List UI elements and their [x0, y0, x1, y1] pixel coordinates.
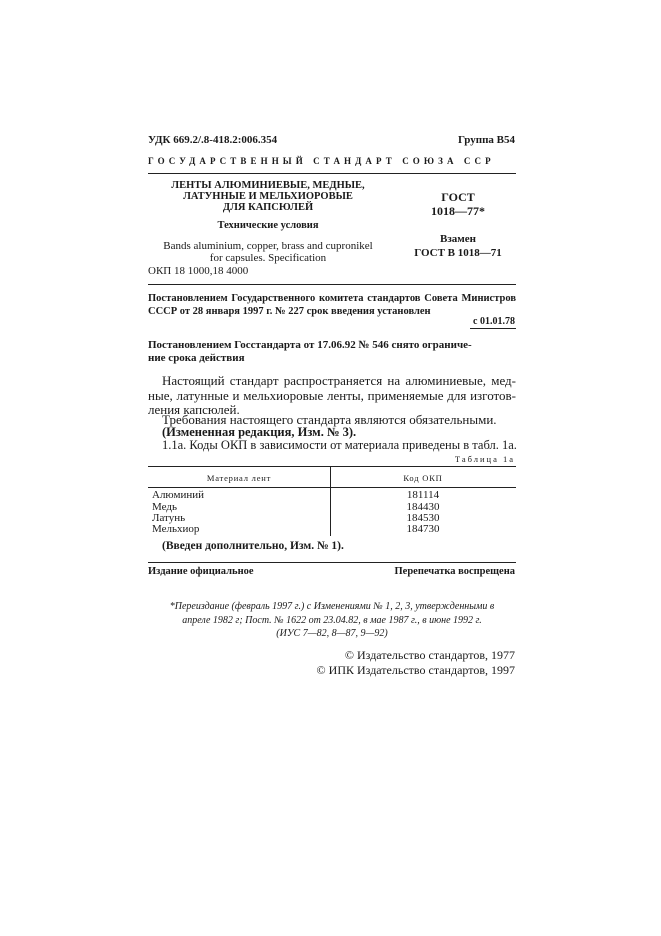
subtitle: Технические условия	[217, 220, 319, 231]
reprint-prohibited: Перепечатка воспрещена	[394, 566, 515, 577]
mandatory-paragraph: Требования настоящего стандарта являются обязательными.	[162, 412, 497, 427]
english-line-2: for capsules. Specification	[209, 252, 327, 264]
title-line-3: ДЛЯ КАПСЮЛЕЙ	[222, 202, 314, 213]
document-title	[148, 180, 388, 213]
table-cell-material: Латунь	[152, 512, 186, 524]
group-code: Группа В54	[457, 134, 515, 146]
table-cell-material: Медь	[152, 501, 177, 513]
effective-date: с 01.01.78	[473, 316, 515, 327]
copyright-1977: © Издательство стандартов, 1977	[344, 648, 515, 662]
table-cell-code: 181114	[406, 489, 440, 501]
gost-code: 1018—77*	[431, 204, 485, 218]
table-header-material: Материал лент	[206, 473, 272, 483]
standard-line: ГОСУДАРСТВЕННЫЙ СТАНДАРТ СОЮЗА ССР	[148, 156, 495, 166]
decree2-line-2: ние срока действия	[148, 352, 245, 364]
table-cell-code: 184730	[406, 523, 440, 535]
official-edition: Издание официальное	[148, 566, 254, 577]
table-top-rule	[148, 466, 516, 467]
top-rule	[148, 173, 516, 174]
table-cell-material: Алюминий	[152, 489, 205, 501]
gost-label: ГОСТ	[441, 190, 475, 204]
footnote-line-2: апреле 1982 г; Пост. № 1622 от 23.04.82, в мае 1987 г., в июне 1992 г.	[182, 614, 482, 626]
edition-rule	[148, 562, 516, 563]
title-rule	[148, 284, 516, 285]
title-line-1: ЛЕНТЫ АЛЮМИНИЕВЫЕ, МЕДНЫЕ,	[171, 180, 365, 191]
table-cell-code: 184430	[406, 501, 440, 513]
title-line-2: ЛАТУННЫЕ И МЕЛЬХИОРОВЫЕ	[183, 191, 353, 202]
decree-limit-removed	[148, 339, 516, 365]
table-cell-material: Мельхиор	[152, 523, 200, 535]
okp-paragraph: 1.1а. Коды ОКП в зависимости от материала приведены в табл. 1а.	[162, 438, 517, 452]
copyright-1997: © ИПК Издательство стандартов, 1997	[316, 663, 515, 677]
scope-paragraph: Настоящий стандарт распространяется на алюминиевые, мед-ные, латунные и мельхиоровые ленты, применяемые для изготов-ления капсюлей.	[148, 373, 516, 417]
amendment-note: (Измененная редакция, Изм. № 3).	[162, 425, 357, 439]
reissue-footnote	[148, 600, 516, 641]
okp-code: ОКП 18 1000,18 4000	[148, 265, 249, 277]
udk-code: УДК 669.2/.8-418.2:006.354	[148, 134, 278, 146]
table-label: Таблица 1а	[454, 454, 515, 464]
table-header-rule	[148, 487, 516, 488]
added-note: (Введен дополнительно, Изм. № 1).	[162, 540, 344, 552]
gost-number	[408, 190, 508, 218]
footnote-line-1: *Переиздание (февраль 1997 г.) с Изменениями № 1, 2, 3, утвержденными в	[169, 601, 495, 612]
english-line-1: Bands aluminium, copper, brass and cupronikel	[163, 240, 373, 252]
decree-text: Постановлением Государственного комитета стандартов Совета Министров СССР от 28 января 1997 г. № 227 срок введения установлен	[148, 293, 516, 317]
replaces-label: Взамен	[440, 233, 476, 245]
table-header-okp: Код ОКП	[403, 473, 443, 483]
table-cell-code: 184530	[406, 512, 440, 524]
decree2-line-1: Постановлением Госстандарта от 17.06.92 № 546 снято ограниче-	[148, 339, 472, 351]
date-underline	[470, 328, 516, 329]
replaces-number: ГОСТ В 1018—71	[414, 247, 502, 259]
footnote-line-3: (ИУС 7—82, 8—87, 9—92)	[276, 628, 388, 639]
replaces-block	[408, 232, 508, 260]
english-title	[148, 240, 388, 264]
